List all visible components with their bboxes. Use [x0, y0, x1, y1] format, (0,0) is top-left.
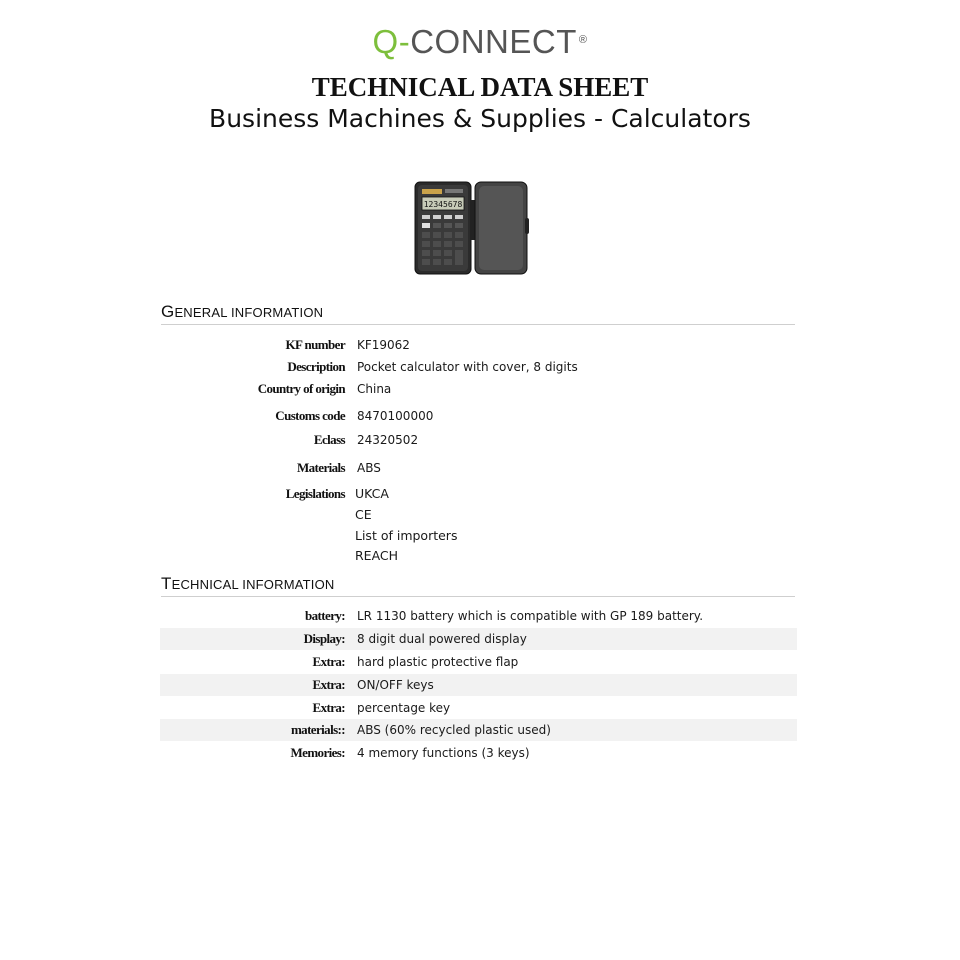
- general-row-kf-number: [160, 334, 797, 356]
- general-row-country-of-origin: [160, 378, 797, 400]
- row-value: List of importers: [355, 528, 458, 543]
- row-label: Extra:: [312, 700, 345, 715]
- logo-text: CONNECT: [410, 23, 577, 60]
- row-label: KF number: [285, 337, 345, 352]
- row-label: materials::: [290, 722, 345, 737]
- legislation-item: [160, 545, 797, 567]
- pocket-calculator-with-cover-image: [413, 170, 531, 278]
- row-label: Eclass: [313, 432, 345, 447]
- technical-information-heading: TECHNICAL INFORMATION: [161, 574, 795, 597]
- technical-row: [160, 674, 797, 696]
- row-value: 8 digit dual powered display: [357, 632, 527, 646]
- row-label: Memories:: [290, 745, 345, 760]
- general-row-legislations: [160, 483, 797, 505]
- technical-row: [160, 605, 797, 627]
- brand-logo: [0, 22, 960, 62]
- row-value: REACH: [355, 548, 399, 563]
- row-label: battery:: [305, 608, 345, 623]
- technical-row: [160, 697, 797, 719]
- registered-mark: ®: [578, 34, 588, 46]
- general-row-customs-code: [160, 405, 797, 427]
- row-value: ON/OFF keys: [357, 678, 434, 692]
- technical-row: [160, 719, 797, 741]
- logo-q: Q: [372, 23, 399, 60]
- row-label: Country of origin: [257, 381, 345, 396]
- row-value: CE: [355, 507, 372, 522]
- technical-row: [160, 651, 797, 673]
- row-label: Description: [287, 359, 345, 374]
- row-value: hard plastic protective flap: [357, 655, 519, 669]
- row-value: UKCA: [355, 486, 389, 501]
- technical-row: [160, 742, 797, 764]
- general-row-materials: [160, 457, 797, 479]
- row-value: Pocket calculator with cover, 8 digits: [357, 360, 578, 374]
- row-value: ABS: [357, 461, 381, 475]
- technical-row: [160, 628, 797, 650]
- row-value: ABS (60% recycled plastic used): [357, 723, 551, 737]
- row-label: Extra:: [312, 677, 345, 692]
- general-information-heading: GENERAL INFORMATION: [161, 302, 795, 325]
- page-title: TECHNICAL DATA SHEET: [311, 72, 649, 102]
- row-value: KF19062: [357, 338, 410, 352]
- row-label: Extra:: [312, 654, 345, 669]
- row-value: LR 1130 battery which is compatible with GP 189 battery.: [357, 609, 704, 623]
- row-value: 4 memory functions (3 keys): [357, 746, 530, 760]
- row-label: Customs code: [275, 408, 345, 423]
- row-value: percentage key: [357, 701, 451, 715]
- general-row-eclass: [160, 429, 797, 451]
- row-label: Materials: [296, 460, 345, 475]
- legislation-item: [160, 504, 797, 526]
- row-value: China: [357, 382, 392, 396]
- legislation-item: [160, 525, 797, 547]
- row-value: 24320502: [357, 433, 419, 447]
- page-subtitle: Business Machines & Supplies - Calculators: [209, 104, 751, 133]
- logo-dash: -: [398, 23, 411, 60]
- calculator-display-digits: 12345678: [423, 200, 463, 209]
- row-label: Display:: [303, 631, 345, 646]
- row-label: Legislations: [285, 486, 345, 501]
- general-row-description: [160, 356, 797, 378]
- row-value: 8470100000: [357, 409, 434, 423]
